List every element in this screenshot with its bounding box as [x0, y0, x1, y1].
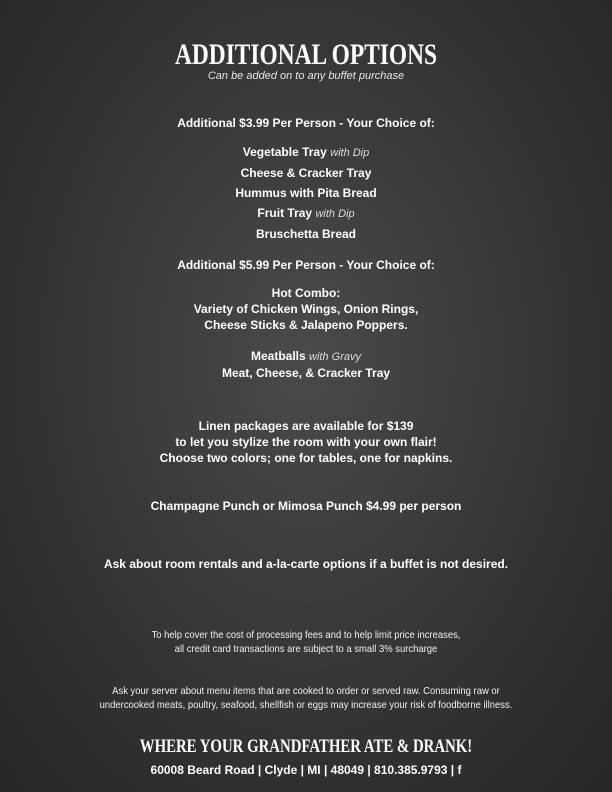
- page-subtitle: Can be added on to any buffet purchase: [207, 70, 405, 82]
- section-heading-399: Additional $3.99 Per Person - Your Choice of:: [177, 116, 435, 130]
- item-note: with Dip: [330, 147, 370, 159]
- surcharge-note: [31, 628, 582, 656]
- list-item: [0, 203, 612, 224]
- list-item: [0, 224, 612, 244]
- linen-block: [0, 418, 612, 466]
- surcharge-line: all credit card transactions are subject to a small 3% surcharge: [174, 643, 438, 655]
- hot-combo-line: Cheese Sticks & Jalapeno Poppers.: [204, 318, 408, 332]
- hot-combo-title: Hot Combo:: [271, 286, 341, 300]
- warning-line: Ask your server about menu items that are cooked to order or served raw. Consuming raw or: [112, 685, 500, 697]
- item-name: Cheese & Cracker Tray: [240, 166, 372, 180]
- hot-combo-line: Variety of Chicken Wings, Onion Rings,: [193, 302, 419, 316]
- section-399-items: [0, 142, 612, 244]
- meatballs-note: with Gravy: [309, 351, 361, 363]
- punch-line: Champagne Punch or Mimosa Punch $4.99 per person: [150, 499, 462, 513]
- list-item: [0, 142, 612, 163]
- warning-line: undercooked meats, poultry, seafood, shellfish or eggs may increase your risk of foodborne illness.: [99, 699, 513, 711]
- item-name: Bruschetta Bread: [255, 227, 357, 241]
- list-item: [0, 183, 612, 203]
- foodborne-warning: [31, 684, 582, 712]
- footer-tagline: WHERE YOUR GRANDFATHER ATE & DRANK!: [139, 736, 473, 757]
- linen-line: to let you stylize the room with your own flair!: [175, 435, 437, 449]
- linen-line: Choose two colors; one for tables, one for napkins.: [159, 451, 453, 465]
- item-name: Hummus with Pita Bread: [235, 186, 377, 200]
- item-name: Vegetable Tray: [242, 145, 327, 159]
- linen-line: Linen packages are available for $139: [198, 419, 414, 433]
- meatballs-block: [0, 348, 612, 381]
- section-heading-599: Additional $5.99 Per Person - Your Choice of:: [177, 258, 435, 272]
- item-name: Fruit Tray: [257, 206, 313, 220]
- hot-combo-block: [0, 285, 612, 333]
- surcharge-line: To help cover the cost of processing fees and to help limit price increases,: [151, 629, 461, 641]
- list-item: [0, 163, 612, 183]
- rentals-line: Ask about room rentals and a-la-carte options if a buffet is not desired.: [103, 557, 509, 571]
- item-note: with Dip: [315, 208, 355, 220]
- meatballs-name: Meatballs: [251, 349, 306, 363]
- tray-item: Meat, Cheese, & Cracker Tray: [221, 366, 391, 380]
- page-title: ADDITIONAL OPTIONS: [174, 38, 438, 71]
- footer-address: 60008 Beard Road | Clyde | MI | 48049 | 810.385.9793 | f: [150, 763, 462, 777]
